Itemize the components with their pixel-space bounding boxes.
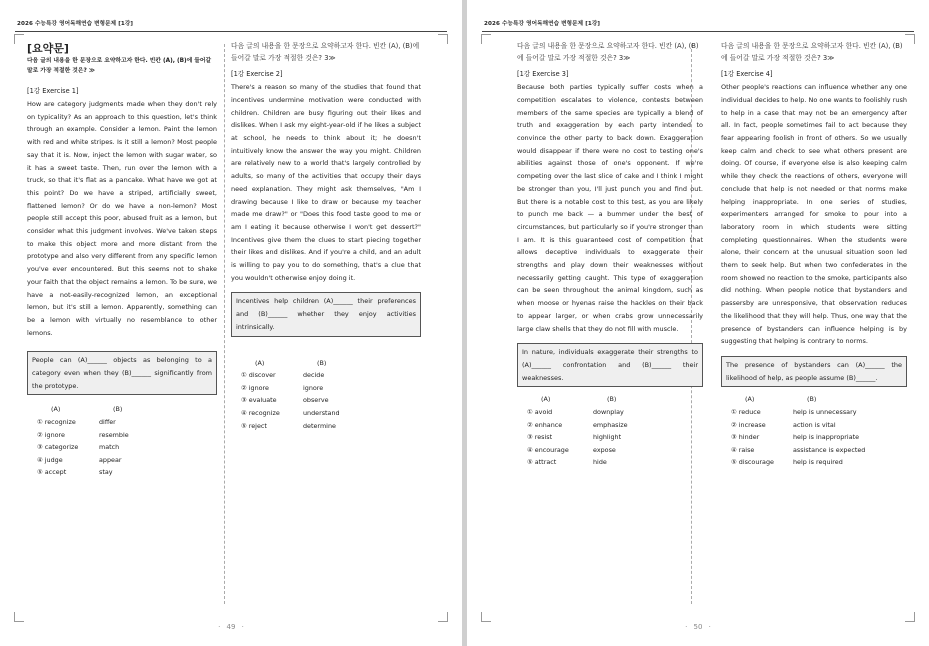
section-title: [요약문] [27,42,69,55]
exercise-label: [1강 Exercise 2] [231,70,283,79]
answer-option[interactable]: ⑤ accept stay [37,468,113,477]
column-divider [224,44,225,604]
exercise-label: [1강 Exercise 1] [27,87,79,95]
page-50 [467,0,929,646]
passage-text: How are category judgments made when they don't rely on typicality? As an approach to this question, let's think through an example. Consider a lemon. Paint the lemon with red and white stripes. Is it still a lemon? Most people say that it is. Now, inject the lemon with sugar water, so it has a sweet taste. Then, run over the lemon with a truck, so that it's flat as a pancake. What have we got at this point? Do we have a striped, artificially sweet, flattened lemon? Or do we have a non-lemon? Most people still accept this poor, abused fruit as a lemon, but consider what this judgment involves. We've taken steps to make this object more and more distant from the prototype and also very different from any specific lemon you've ever encountered. But this seems not to shake your faith that the object remains a lemon. To be sure, we have a not-easily-recognized lemon, an exceptional lemon, but it's still a lemon. Apparently, something can be a lemon with virtually no resemblance to other lemons. [27,100,217,337]
corner-mark [438,612,448,622]
page-number: · 49 · [218,623,244,631]
options-header: (A) (B) [541,395,617,404]
summary-box: In nature, individuals exaggerate their strengths to (A)______ confrontation and (B)______ their weaknesses. [517,343,703,387]
header-rule [482,31,914,32]
question-prompt: 다음 글의 내용을 한 문장으로 요약하고자 한다. 빈칸 (A), (B)에 들어갈 말로 가장 적절한 것은? 3≫ [231,42,420,63]
exercise-2 [231,40,421,432]
corner-mark [14,34,24,44]
passage-text: There's a reason so many of the studies that found that incentives undermine motivation were conducted with children. Children are busy figuring out their likes and dislikes. When I ask my eight-year-old if he likes a subject at school, he needs to think about it; he doesn't intuitively know the answer the way you might. Children are relatively new to a world that's largely controlled by adults, so many of the activities that occupy their days need explanation. They might ask themselves, "Am I drawing because I like to draw or because my teacher made me draw?" or "Does this food taste good to me or am I eating it because otherwise I won't get dessert?" Incentives give them the clues to start piecing together their likes and dislikes. And if you're a child, and an adult is willing to pay you to do something, that's a clue that you wouldn't otherwise enjoy doing it. [231,83,421,282]
options-header: (A) (B) [255,358,327,367]
question-prompt: 다음 글의 내용을 한 문장으로 요약하고자 한다. 빈칸 (A), (B)에 들어갈 말로 가장 적절한 것은? 3≫ [721,42,903,63]
answer-option[interactable]: ⑤ attract hide [527,458,607,467]
answer-option[interactable]: ④ judge appear [37,455,122,464]
answer-option[interactable]: ④ encourage expose [527,445,616,454]
answer-options [37,403,217,479]
answer-option[interactable]: ① reduce help is unnecessary [731,407,857,416]
corner-mark [14,612,24,622]
exercise-label: [1강 Exercise 3] [517,70,569,79]
question-prompt: 다음 글의 내용을 한 문장으로 요약하고자 한다. 빈칸 (A), (B)에 들어갈 말로 가장 적절한 것은? 3≫ [517,42,699,63]
answer-option[interactable]: ② increase action is vital [731,420,836,429]
options-header: (A) (B) [745,395,817,404]
answer-option[interactable]: ② enhance emphasize [527,420,628,429]
answer-option[interactable]: ④ recognize understand [241,408,340,417]
answer-option[interactable]: ⑤ reject determine [241,421,336,430]
answer-option[interactable]: ⑤ discourage help is required [731,458,843,467]
answer-option[interactable]: ③ evaluate observe [241,396,329,405]
answer-option[interactable]: ③ resist highlight [527,433,622,442]
answer-option[interactable]: ④ raise assistance is expected [731,445,866,454]
exercise-3 [517,40,703,469]
summary-box: The presence of bystanders can (A)______ the likelihood of help, as people assume (B)______. [721,356,907,387]
answer-option[interactable]: ① avoid downplay [527,407,624,416]
answer-option[interactable]: ③ categorize match [37,443,120,452]
header-rule [15,31,447,32]
answer-options [241,357,421,433]
corner-mark [481,34,491,44]
page-49 [0,0,462,646]
answer-options [527,393,703,469]
exercise-4 [721,40,907,469]
question-instruction: 다음 글의 내용을 한 문장으로 요약하고자 한다. 빈칸 (A), (B)에 들어갈 말로 가장 적절한 것은? ≫ [27,58,212,74]
answer-option[interactable]: ① discover decide [241,371,325,380]
answer-option[interactable]: ③ hinder help is inappropriate [731,433,860,442]
answer-options [731,393,907,469]
corner-mark [481,612,491,622]
page-number: · 50 · [685,623,711,631]
passage-text: Because both parties typically suffer costs when a competition escalates to violence, contests between members of the same species are typically a blend of truth and exaggeration by each party intended to convince the other party to back down. Exaggeration would disappear if there were no cost to testing one's abilities against those of one's opponent. If we're competing over the last slice of cake and I think I might be stronger than you, I'll just punch you and find out. But there is a notable cost to this test, as you are likely to punch me back — a bummer under the best of circumstances, but particularly so if you're stronger than I am. It is this guaranteed cost of competition that allows deceptive individuals to exaggerate their strengths and play down their weaknesses without necessarily getting caught. This type of exaggeration can be seen throughout the animal kingdom, such as when moose or hyenas raise the hackles on their back to appear larger, or when crabs grow unnecessarily large claw shells that they do not fill with muscle. [517,83,703,333]
answer-option[interactable]: ① recognize differ [37,418,116,427]
answer-option[interactable]: ② ignore resemble [37,430,129,439]
exercise-1 [27,40,217,479]
page-header: 2026 수능특강 영어독해연습 변형문제 [1강] [17,21,134,27]
corner-mark [438,34,448,44]
page-header: 2026 수능특강 영어독해연습 변형문제 [1강] [484,21,601,27]
corner-mark [905,612,915,622]
summary-box: People can (A)______ objects as belonging to a category even when they (B)______ significantly from the prototype. [27,351,217,395]
answer-option[interactable]: ② ignore ignore [241,383,324,392]
exercise-label: [1강 Exercise 4] [721,70,773,79]
passage-text: Other people's reactions can influence whether any one individual decides to help. No one wants to foolishly rush to help in a case that may not be an emergency after all. In fact, people sometimes fail to act because they fear appearing foolish in front of others. So we usually keep calm and check to see what others present are doing. Of course, if everyone else is also keeping calm while they check the reactions of others, everyone will conclude that help is not needed or that norms make helping inappropriate. In one series of studies, experimenters arranged for smoke to pour into a laboratory room in which students were sitting completing questionnaires. When the students were alone, their concern at the unusual situation soon led them to seek help. But when two confederates in the room showed no reaction to the smoke, participants also did nothing. When people notice that bystanders and passersby are unresponsive, that observation reduces the likelihood that they will help. Thus, one way that the presence of bystanders can influence helping is by suggesting that helping is contrary to norms. [721,83,907,346]
summary-box: Incentives help children (A)______ their preferences and (B)______ whether they enjoy activities intrinsically. [231,292,421,336]
options-header: (A) (B) [51,405,123,414]
